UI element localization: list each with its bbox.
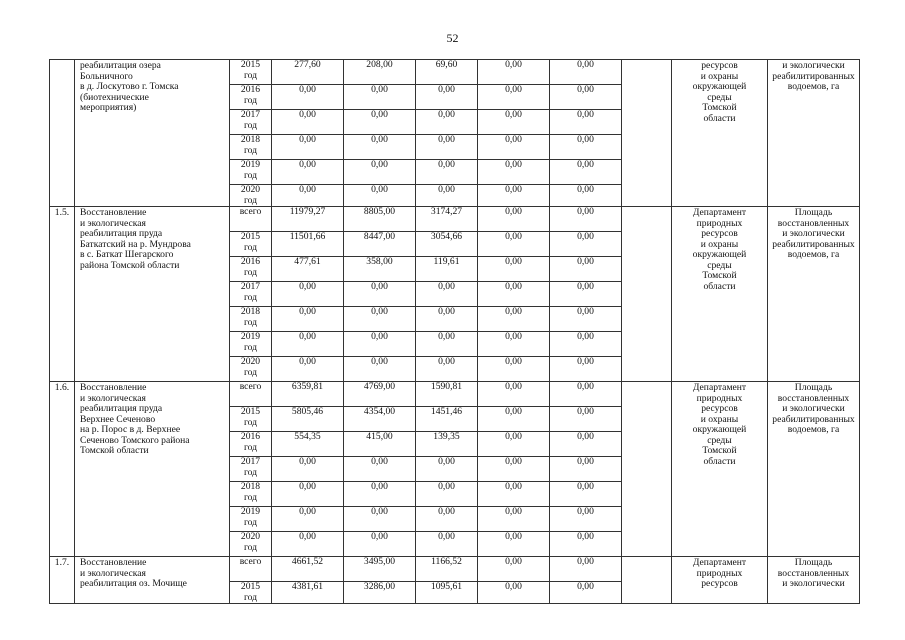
indicator-line: и экологически <box>782 60 845 71</box>
year-cell <box>230 507 272 532</box>
agency-cell <box>672 382 768 557</box>
amount-cell-v1: 477,61 <box>272 257 344 282</box>
year-label: год <box>243 516 258 528</box>
year-label: год <box>243 94 258 106</box>
amount-cell-v4: 0,00 <box>478 532 550 557</box>
item-number-cell: 1.5. <box>50 207 75 382</box>
item-name-line: Больничного <box>80 70 133 82</box>
amount-cell-v5: 0,00 <box>550 60 622 85</box>
indicator-line: и экологически <box>782 578 845 589</box>
item-name-line: Баткатский на р. Мундрова <box>80 238 191 250</box>
amount-cell-v3: 1590,81 <box>416 382 478 407</box>
year-label: год <box>243 266 258 278</box>
amount-cell-v5: 0,00 <box>550 135 622 160</box>
amount-cell-v2: 3495,00 <box>344 557 416 582</box>
agency-line: окружающей <box>692 424 747 435</box>
amount-cell-v5: 0,00 <box>550 582 622 604</box>
amount-cell-v4: 0,00 <box>478 457 550 482</box>
agency-line: Томской <box>702 270 737 281</box>
amount-cell-v3: 0,00 <box>416 135 478 160</box>
year-cell <box>230 257 272 282</box>
year-label: 2019 <box>240 331 261 342</box>
item-name-line: и экологическая <box>80 392 146 404</box>
year-cell <box>230 382 272 407</box>
amount-cell-v2: 8447,00 <box>344 232 416 257</box>
amount-cell-v1: 0,00 <box>272 160 344 185</box>
indicator-line: реабилитированных <box>772 70 855 82</box>
amount-cell-v2: 8805,00 <box>344 207 416 232</box>
indicator-line: восстановленных <box>777 392 850 404</box>
agency-line: области <box>703 280 736 292</box>
amount-cell-v5: 0,00 <box>550 482 622 507</box>
year-cell <box>230 332 272 357</box>
amount-cell-v5: 0,00 <box>550 357 622 382</box>
amount-cell-v5: 0,00 <box>550 432 622 457</box>
amount-cell-v4: 0,00 <box>478 557 550 582</box>
amount-cell-v3: 3174,27 <box>416 207 478 232</box>
year-cell <box>230 482 272 507</box>
item-name-cell <box>75 557 230 604</box>
amount-cell-v5: 0,00 <box>550 185 622 207</box>
amount-cell-v4: 0,00 <box>478 257 550 282</box>
item-name-line: Сеченово Томского района <box>80 434 190 446</box>
amount-cell-v3: 0,00 <box>416 532 478 557</box>
year-label: 2016 <box>240 431 261 442</box>
year-label: 2015 <box>240 59 261 70</box>
indicator-line: водоемов, га <box>787 81 840 92</box>
table-row <box>50 382 860 407</box>
amount-cell-v3: 1095,61 <box>416 582 478 604</box>
amount-cell-v3: 0,00 <box>416 507 478 532</box>
amount-cell-v5: 0,00 <box>550 85 622 110</box>
item-name-line: в д. Лоскутово г. Томска <box>80 81 179 92</box>
year-cell <box>230 160 272 185</box>
year-cell <box>230 357 272 382</box>
year-cell <box>230 457 272 482</box>
amount-cell-v4: 0,00 <box>478 507 550 532</box>
amount-cell-v4: 0,00 <box>478 382 550 407</box>
amount-cell-v3: 119,61 <box>416 257 478 282</box>
amount-cell-v5: 0,00 <box>550 257 622 282</box>
item-name-line: Восстановление <box>80 382 147 393</box>
page-number: 52 <box>446 31 459 45</box>
amount-cell-v3: 0,00 <box>416 482 478 507</box>
amount-cell-v1: 0,00 <box>272 507 344 532</box>
table-row <box>50 557 860 582</box>
amount-cell-v2: 0,00 <box>344 110 416 135</box>
year-cell <box>230 307 272 332</box>
year-label: 2020 <box>240 184 261 195</box>
amount-cell-v3: 0,00 <box>416 307 478 332</box>
amount-cell-v3: 1451,46 <box>416 407 478 432</box>
amount-cell-v2: 358,00 <box>344 257 416 282</box>
year-label: год <box>243 291 258 303</box>
blank-cell <box>622 382 672 557</box>
amount-cell-v4: 0,00 <box>478 282 550 307</box>
amount-cell-v4: 0,00 <box>478 160 550 185</box>
agency-cell <box>672 60 768 207</box>
year-label: всего <box>239 206 262 217</box>
item-name-line: в с. Баткат Шегарского <box>80 249 174 260</box>
blank-cell <box>622 207 672 382</box>
year-label: год <box>243 541 258 553</box>
agency-cell <box>672 207 768 382</box>
amount-cell-v4: 0,00 <box>478 357 550 382</box>
amount-cell-v3: 1166,52 <box>416 557 478 582</box>
year-label: 2019 <box>240 159 261 170</box>
amount-cell-v5: 0,00 <box>550 382 622 407</box>
indicator-line: восстановленных <box>777 567 850 579</box>
agency-line: и охраны <box>700 413 739 425</box>
agency-line: среды <box>707 259 732 271</box>
year-label: год <box>243 591 258 603</box>
item-number-cell <box>50 60 75 207</box>
agency-line: природных <box>696 217 743 229</box>
amount-cell-v5: 0,00 <box>550 110 622 135</box>
table-row <box>50 207 860 232</box>
year-cell <box>230 85 272 110</box>
amount-cell-v3: 139,35 <box>416 432 478 457</box>
indicator-line: Площадь <box>794 382 833 393</box>
indicator-cell <box>768 382 860 557</box>
item-name-line: реабилитация оз. Мочище <box>80 578 187 589</box>
amount-cell-v2: 0,00 <box>344 282 416 307</box>
amount-cell-v2: 0,00 <box>344 185 416 207</box>
amount-cell-v5: 0,00 <box>550 332 622 357</box>
item-name-cell <box>75 207 230 382</box>
item-name-line: реабилитация пруда <box>80 403 163 414</box>
amount-cell-v1: 4381,61 <box>272 582 344 604</box>
agency-line: среды <box>707 91 732 103</box>
item-number-cell: 1.6. <box>50 382 75 557</box>
amount-cell-v1: 11979,27 <box>272 207 344 232</box>
year-label: всего <box>239 556 262 567</box>
amount-cell-v1: 0,00 <box>272 357 344 382</box>
item-name-line: реабилитация озера <box>80 60 161 71</box>
indicator-line: и экологически <box>782 403 845 414</box>
amount-cell-v1: 0,00 <box>272 332 344 357</box>
agency-line: Томской <box>702 102 737 113</box>
agency-line: Департамент <box>692 382 747 393</box>
item-name-line: и экологическая <box>80 567 146 579</box>
amount-cell-v4: 0,00 <box>478 207 550 232</box>
amount-cell-v3: 3054,66 <box>416 232 478 257</box>
year-label: год <box>243 466 258 478</box>
amount-cell-v4: 0,00 <box>478 232 550 257</box>
agency-line: и охраны <box>700 70 739 82</box>
amount-cell-v4: 0,00 <box>478 135 550 160</box>
amount-cell-v4: 0,00 <box>478 432 550 457</box>
amount-cell-v3: 0,00 <box>416 85 478 110</box>
amount-cell-v1: 6359,81 <box>272 382 344 407</box>
amount-cell-v1: 554,35 <box>272 432 344 457</box>
amount-cell-v1: 0,00 <box>272 135 344 160</box>
indicator-line: восстановленных <box>777 217 850 229</box>
amount-cell-v5: 0,00 <box>550 160 622 185</box>
indicator-line: водоемов, га <box>787 424 840 435</box>
year-label: год <box>243 169 258 181</box>
amount-cell-v2: 0,00 <box>344 507 416 532</box>
year-cell <box>230 282 272 307</box>
year-label: год <box>243 441 258 453</box>
amount-cell-v2: 0,00 <box>344 307 416 332</box>
year-cell <box>230 207 272 232</box>
amount-cell-v5: 0,00 <box>550 232 622 257</box>
amount-cell-v5: 0,00 <box>550 407 622 432</box>
year-label: год <box>243 69 258 81</box>
amount-cell-v4: 0,00 <box>478 582 550 604</box>
amount-cell-v2: 4354,00 <box>344 407 416 432</box>
indicator-cell <box>768 60 860 207</box>
amount-cell-v2: 0,00 <box>344 160 416 185</box>
amount-cell-v1: 0,00 <box>272 532 344 557</box>
year-label: 2015 <box>240 581 261 592</box>
agency-line: Томской <box>702 445 737 456</box>
year-label: 2020 <box>240 531 261 542</box>
amount-cell-v1: 4661,52 <box>272 557 344 582</box>
agency-line: окружающей <box>692 81 747 92</box>
amount-cell-v4: 0,00 <box>478 332 550 357</box>
amount-cell-v4: 0,00 <box>478 482 550 507</box>
year-cell <box>230 60 272 85</box>
year-label: 2016 <box>240 256 261 267</box>
indicator-cell <box>768 557 860 604</box>
year-cell <box>230 582 272 604</box>
amount-cell-v2: 4769,00 <box>344 382 416 407</box>
amount-cell-v1: 0,00 <box>272 307 344 332</box>
agency-line: ресурсов <box>701 228 738 239</box>
agency-line: Департамент <box>692 557 747 568</box>
amount-cell-v2: 0,00 <box>344 532 416 557</box>
amount-cell-v5: 0,00 <box>550 507 622 532</box>
agency-cell <box>672 557 768 604</box>
year-label: год <box>243 491 258 503</box>
indicator-line: Площадь <box>794 557 833 568</box>
year-label: 2015 <box>240 231 261 242</box>
item-name-line: мероприятия) <box>80 102 137 113</box>
year-label: 2015 <box>240 406 261 417</box>
agency-line: ресурсов <box>701 578 738 589</box>
amount-cell-v5: 0,00 <box>550 532 622 557</box>
amount-cell-v1: 277,60 <box>272 60 344 85</box>
amount-cell-v2: 0,00 <box>344 457 416 482</box>
agency-line: Департамент <box>692 207 747 218</box>
year-label: год <box>243 341 258 353</box>
item-name-line: Верхнее Сеченово <box>80 413 156 425</box>
year-label: 2018 <box>240 306 261 317</box>
year-label: всего <box>239 381 262 392</box>
year-label: 2017 <box>240 109 261 120</box>
year-cell <box>230 185 272 207</box>
indicator-line: Площадь <box>794 207 833 218</box>
amount-cell-v3: 0,00 <box>416 110 478 135</box>
budget-table <box>49 59 860 604</box>
year-label: год <box>243 119 258 131</box>
item-name-line: на р. Порос в д. Верхнее <box>80 424 181 435</box>
amount-cell-v2: 0,00 <box>344 357 416 382</box>
item-name-cell <box>75 60 230 207</box>
year-cell <box>230 110 272 135</box>
indicator-line: и экологически <box>782 228 845 239</box>
year-label: год <box>243 144 258 156</box>
amount-cell-v5: 0,00 <box>550 457 622 482</box>
agency-line: природных <box>696 567 743 579</box>
indicator-line: водоемов, га <box>787 249 840 260</box>
year-cell <box>230 135 272 160</box>
amount-cell-v1: 0,00 <box>272 110 344 135</box>
item-name-line: Восстановление <box>80 557 147 568</box>
amount-cell-v5: 0,00 <box>550 557 622 582</box>
amount-cell-v4: 0,00 <box>478 307 550 332</box>
year-label: 2017 <box>240 281 261 292</box>
amount-cell-v1: 0,00 <box>272 482 344 507</box>
blank-cell <box>622 557 672 604</box>
year-label: год <box>243 416 258 428</box>
agency-line: природных <box>696 392 743 404</box>
indicator-line: реабилитированных <box>772 413 855 425</box>
year-label: 2018 <box>240 481 261 492</box>
amount-cell-v5: 0,00 <box>550 207 622 232</box>
amount-cell-v2: 3286,00 <box>344 582 416 604</box>
amount-cell-v4: 0,00 <box>478 60 550 85</box>
amount-cell-v3: 0,00 <box>416 160 478 185</box>
year-label: 2018 <box>240 134 261 145</box>
indicator-line: реабилитированных <box>772 238 855 250</box>
item-name-line: Томской области <box>80 445 149 456</box>
amount-cell-v2: 208,00 <box>344 60 416 85</box>
amount-cell-v4: 0,00 <box>478 185 550 207</box>
agency-line: области <box>703 112 736 124</box>
year-label: год <box>243 194 258 206</box>
year-cell <box>230 557 272 582</box>
item-name-cell <box>75 382 230 557</box>
year-label: год <box>243 366 258 378</box>
blank-cell <box>622 60 672 207</box>
year-label: 2017 <box>240 456 261 467</box>
amount-cell-v3: 0,00 <box>416 185 478 207</box>
table-row <box>50 60 860 85</box>
year-label: 2016 <box>240 84 261 95</box>
year-label: год <box>243 316 258 328</box>
amount-cell-v2: 0,00 <box>344 85 416 110</box>
year-cell <box>230 232 272 257</box>
amount-cell-v5: 0,00 <box>550 282 622 307</box>
item-name-line: (биотехнические <box>80 91 149 103</box>
agency-line: области <box>703 455 736 467</box>
agency-line: среды <box>707 434 732 446</box>
amount-cell-v3: 0,00 <box>416 357 478 382</box>
item-number-cell: 1.7. <box>50 557 75 604</box>
agency-line: ресурсов <box>701 403 738 414</box>
amount-cell-v1: 11501,66 <box>272 232 344 257</box>
year-label: 2019 <box>240 506 261 517</box>
item-name-line: Восстановление <box>80 207 147 218</box>
amount-cell-v2: 0,00 <box>344 482 416 507</box>
amount-cell-v4: 0,00 <box>478 85 550 110</box>
amount-cell-v1: 5805,46 <box>272 407 344 432</box>
amount-cell-v1: 0,00 <box>272 185 344 207</box>
agency-line: ресурсов <box>701 60 738 71</box>
amount-cell-v2: 415,00 <box>344 432 416 457</box>
agency-line: окружающей <box>692 249 747 260</box>
item-name-line: реабилитация пруда <box>80 228 163 239</box>
amount-cell-v3: 0,00 <box>416 457 478 482</box>
item-name-line: района Томской области <box>80 259 180 271</box>
year-cell <box>230 407 272 432</box>
amount-cell-v3: 69,60 <box>416 60 478 85</box>
amount-cell-v4: 0,00 <box>478 407 550 432</box>
year-label: 2020 <box>240 356 261 367</box>
year-label: год <box>243 241 258 253</box>
amount-cell-v2: 0,00 <box>344 135 416 160</box>
amount-cell-v3: 0,00 <box>416 282 478 307</box>
amount-cell-v3: 0,00 <box>416 332 478 357</box>
amount-cell-v4: 0,00 <box>478 110 550 135</box>
amount-cell-v1: 0,00 <box>272 282 344 307</box>
indicator-cell <box>768 207 860 382</box>
amount-cell-v2: 0,00 <box>344 332 416 357</box>
amount-cell-v1: 0,00 <box>272 85 344 110</box>
year-cell <box>230 532 272 557</box>
agency-line: и охраны <box>700 238 739 250</box>
year-cell <box>230 432 272 457</box>
amount-cell-v5: 0,00 <box>550 307 622 332</box>
amount-cell-v1: 0,00 <box>272 457 344 482</box>
item-name-line: и экологическая <box>80 217 146 229</box>
